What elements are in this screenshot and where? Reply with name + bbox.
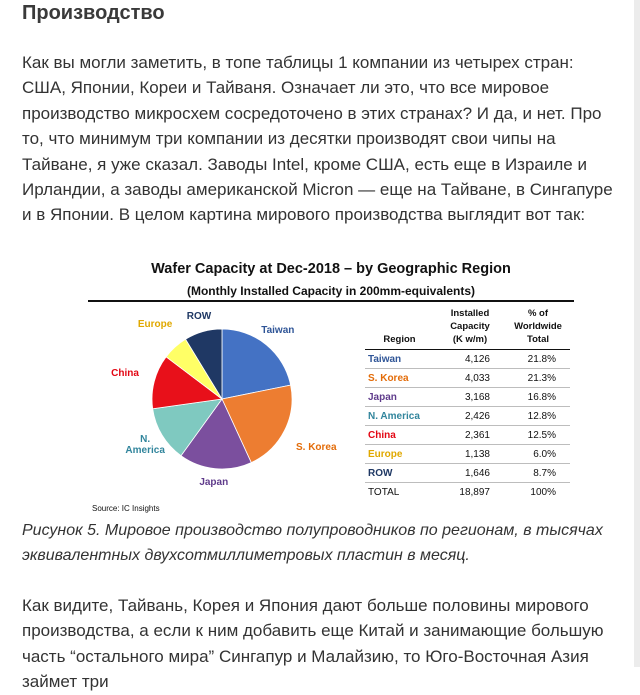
- cell-capacity: 4,033: [434, 369, 506, 388]
- table-row: [365, 407, 570, 426]
- cell-percent: 100%: [506, 483, 570, 502]
- chart-title: Wafer Capacity at Dec-2018 – by Geographic Region: [151, 261, 511, 277]
- cell-capacity: 3,168: [434, 388, 506, 407]
- pie-label-row: ROW: [186, 310, 212, 322]
- table-row: [365, 464, 570, 483]
- pie-label-s-korea: S. Korea: [295, 441, 337, 453]
- figure-caption: Рисунок 5. Мировое производство полупроводников по регионам, в тысячах эквивалентных двухсотмиллиметровых пластин в месяц.: [22, 522, 603, 564]
- pie-chart: [88, 303, 360, 501]
- cell-percent: 12.5%: [506, 426, 570, 445]
- cell-region: Taiwan: [365, 350, 434, 369]
- cell-capacity: 1,646: [434, 464, 506, 483]
- table-total-row: [365, 483, 570, 502]
- cell-region: ROW: [365, 464, 434, 483]
- table-header-row: [365, 307, 570, 350]
- cell-capacity: 18,897: [434, 483, 506, 502]
- title-divider: [88, 300, 574, 302]
- table-row: [365, 445, 570, 464]
- cell-capacity: 2,361: [434, 426, 506, 445]
- cell-percent: 8.7%: [506, 464, 570, 483]
- paragraph-conclusion: Как видите, Тайвань, Корея и Япония дают больше половины мирового производства, а если к ним добавить еще Китай и занимающие большую часть “остального мира” Сингапур и Малайзию, то Юго-Восточная Азия займет три: [22, 596, 604, 692]
- cell-percent: 21.3%: [506, 369, 570, 388]
- cell-capacity: 1,138: [434, 445, 506, 464]
- table-body: [365, 350, 570, 502]
- pie-label-japan: Japan: [199, 477, 229, 489]
- cell-region: Europe: [365, 445, 434, 464]
- cell-region: N. America: [365, 407, 434, 426]
- section-heading: Производство: [22, 2, 165, 24]
- capacity-table: [365, 307, 570, 501]
- cell-region: TOTAL: [365, 483, 434, 502]
- page-scrollbar[interactable]: [634, 0, 640, 667]
- table-row: [365, 426, 570, 445]
- cell-region: Japan: [365, 388, 434, 407]
- header-region: Region: [365, 307, 434, 350]
- header-percent: % of Worldwide Total: [506, 307, 570, 350]
- pie-label-n-america: N. America: [125, 434, 165, 457]
- chart-source: Source: IC Insights: [92, 504, 160, 513]
- table-row: [365, 388, 570, 407]
- cell-percent: 12.8%: [506, 407, 570, 426]
- cell-region: S. Korea: [365, 369, 434, 388]
- header-capacity: Installed Capacity (K w/m): [434, 307, 506, 350]
- chart-figure: [88, 253, 574, 515]
- cell-region: China: [365, 426, 434, 445]
- cell-capacity: 4,126: [434, 350, 506, 369]
- pie-label-taiwan: Taiwan: [261, 325, 295, 337]
- table-row: [365, 350, 570, 369]
- cell-percent: 6.0%: [506, 445, 570, 464]
- paragraph-intro: Как вы могли заметить, в топе таблицы 1 компании из четырех стран: США, Японии, Кореи и Тайваня. Означает ли это, что все мировое производство микросхем сосредоточено в этих странах? И да, и нет. Про то, что минимум три компании из десятки производят свои чипы на Тайване, я уже сказал. Заводы Intel, кроме США, есть еще в Израиле и Ирландии, а заводы американской Micron — еще на Тайване, в Сингапуре и в Японии. В целом картина мирового производства выглядит вот так:: [22, 53, 613, 225]
- chart-subtitle: (Monthly Installed Capacity in 200mm-equivalents): [186, 284, 476, 298]
- table-row: [365, 369, 570, 388]
- pie-label-china: China: [111, 368, 139, 380]
- cell-percent: 21.8%: [506, 350, 570, 369]
- cell-percent: 16.8%: [506, 388, 570, 407]
- cell-capacity: 2,426: [434, 407, 506, 426]
- pie-label-europe: Europe: [137, 319, 173, 331]
